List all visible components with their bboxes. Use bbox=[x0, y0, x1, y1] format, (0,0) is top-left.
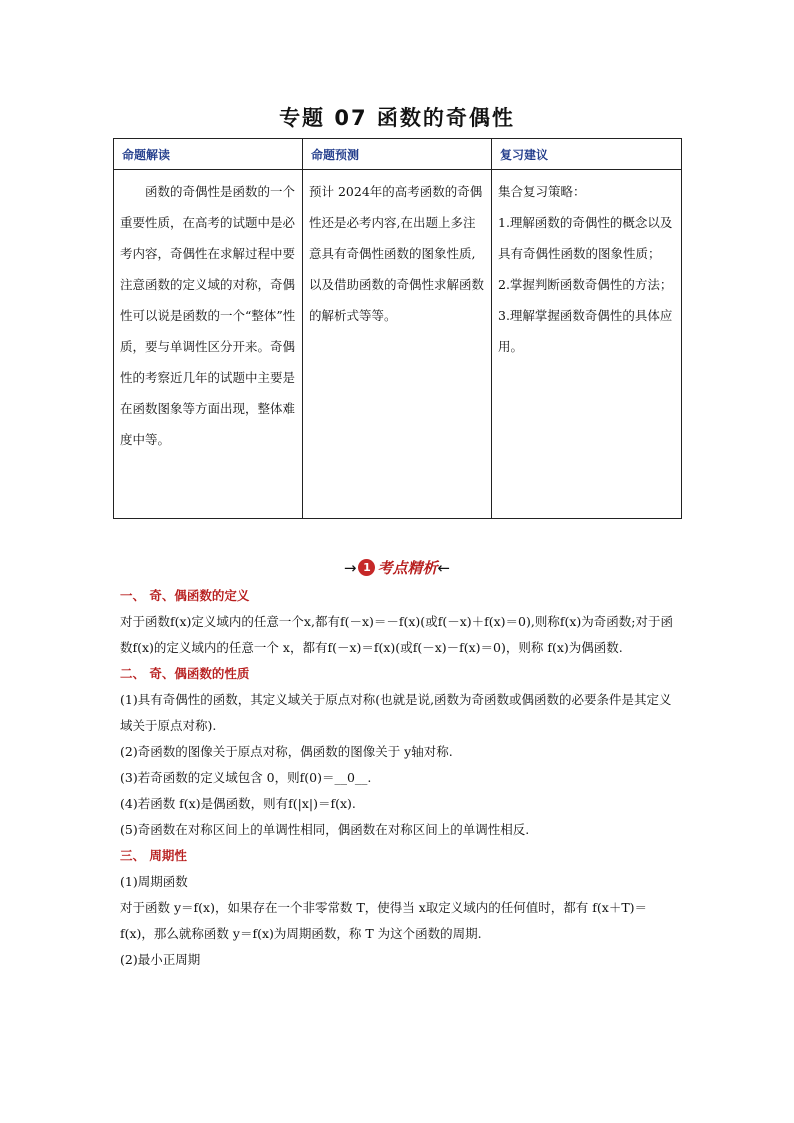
subheading-definition: 一、 奇、偶函数的定义 bbox=[120, 588, 250, 603]
paragraph-property-2: (2)奇函数的图像关于原点对称，偶函数的图像关于 y轴对称. bbox=[120, 744, 453, 759]
advice-line: 3.理解掌握函数奇偶性的具体应用。 bbox=[498, 308, 673, 354]
paragraph-periodic-title: (1)周期函数 bbox=[120, 874, 188, 889]
prediction-cell bbox=[303, 170, 492, 519]
paragraph-property-5: (5)奇函数在对称区间上的单调性相同，偶函数在对称区间上的单调性相反. bbox=[120, 822, 530, 837]
review-advice-cell bbox=[492, 170, 682, 519]
table-header-row bbox=[114, 139, 682, 170]
table-header-review-advice: 复习建议 bbox=[492, 139, 682, 170]
interpretation-cell bbox=[114, 170, 303, 519]
advice-line: 集合复习策略： bbox=[498, 184, 586, 199]
prediction-text: 预计 2024年的高考函数的奇偶性还是必考内容,在出题上多注意具有奇偶性函数的图象性质,以及借助函数的奇偶性求解函数的解析式等等。 bbox=[309, 184, 485, 323]
content-body bbox=[120, 583, 680, 973]
subheading-periodicity: 三、 周期性 bbox=[120, 848, 187, 863]
paragraph-property-4: (4)若函数 f(x)是偶函数，则有f(|x|)＝f(x). bbox=[120, 796, 356, 811]
interpretation-text: 函数的奇偶性是函数的一个重要性质，在高考的试题中是必考内容，奇偶性在求解过程中要注意函数的定义域的对称，奇偶性可以说是函数的一个“整体”性质，要与单调性区分开来。奇偶性的考察近几年的试题中主要是在函数图象等方面出现，整体难度中等。 bbox=[120, 184, 296, 447]
table-header-interpretation: 命题解读 bbox=[114, 139, 303, 170]
paragraph-definition: 对于函数f(x)定义域内的任意一个x,都有f(－x)＝－f(x)(或f(－x)＋f(x)＝0),则称f(x)为奇函数;对于函数f(x)的定义域内的任意一个 x，都有f(－x)＝f(x)(或f(－x)－f(x)＝0)，则称 f(x)为偶函数. bbox=[120, 614, 673, 655]
table-header-prediction: 命题预测 bbox=[303, 139, 492, 170]
section-title: 考点精析 bbox=[377, 559, 438, 577]
number-badge: 1 bbox=[358, 559, 375, 576]
paragraph-min-period: (2)最小正周期 bbox=[120, 952, 201, 967]
intro-table bbox=[113, 138, 682, 519]
left-arrow-icon: ← bbox=[437, 559, 451, 577]
right-arrow-icon: → bbox=[343, 559, 357, 577]
subheading-properties: 二、 奇、偶函数的性质 bbox=[120, 666, 250, 681]
paragraph-property-3: (3)若奇函数的定义域包含 0，则f(0)＝__0__. bbox=[120, 770, 372, 785]
page-title: 专题 07 函数的奇偶性 bbox=[279, 106, 515, 130]
paragraph-periodic-definition: 对于函数 y＝f(x)，如果存在一个非零常数 T，使得当 x取定义域内的任何值时，都有 f(x＋T)＝f(x)，那么就称函数 y＝f(x)为周期函数，称 T 为这个函数的周期. bbox=[120, 900, 648, 941]
section-heading bbox=[0, 557, 794, 578]
advice-line: 2.掌握判断函数奇偶性的方法； bbox=[498, 277, 673, 292]
paragraph-property-1: (1)具有奇偶性的函数，其定义域关于原点对称(也就是说,函数为奇函数或偶函数的必要条件是其定义域关于原点对称). bbox=[120, 692, 672, 733]
advice-line: 1.理解函数的奇偶性的概念以及具有奇偶性函数的图象性质； bbox=[498, 215, 673, 261]
table-row bbox=[114, 170, 682, 519]
